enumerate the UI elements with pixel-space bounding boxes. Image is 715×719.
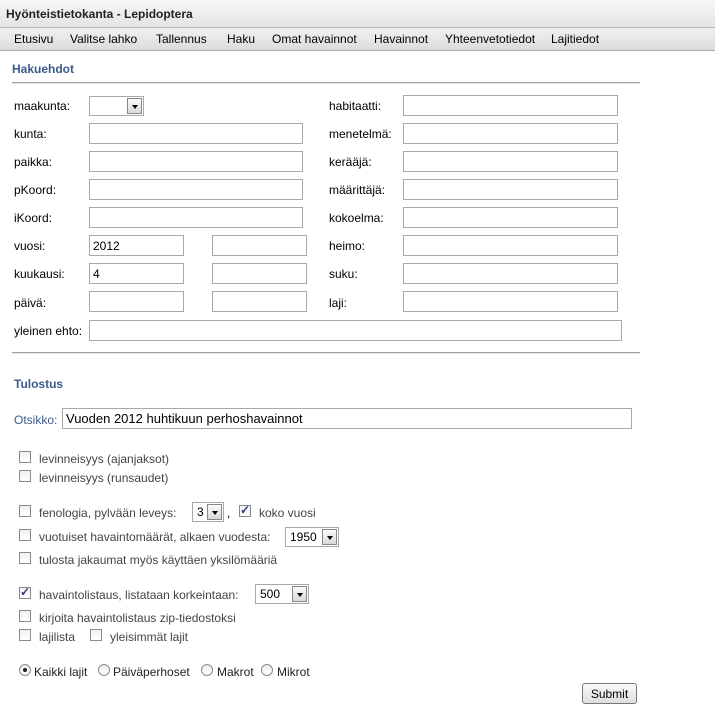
menu-item-yhteenvetotiedot[interactable]: Yhteenvetotiedot xyxy=(445,32,536,46)
keraaja-input[interactable] xyxy=(403,151,618,172)
menetelma-input[interactable] xyxy=(403,123,618,144)
menu-item-omat-havainnot[interactable]: Omat havainnot xyxy=(272,32,357,46)
radio-paivaperhoset-label: Päiväperhoset xyxy=(113,665,190,679)
menu-item-havainnot[interactable]: Havainnot xyxy=(374,32,429,46)
alkuvuosi-select[interactable] xyxy=(285,527,339,547)
habitaatti-label: habitaatti: xyxy=(329,99,382,113)
levinneisyys-runsaudet-checkbox[interactable] xyxy=(19,470,31,482)
zip-label: kirjoita havaintolistaus zip-tiedostoksi xyxy=(39,611,236,625)
lajilista-checkbox[interactable] xyxy=(19,629,31,641)
radio-mikrot-label: Mikrot xyxy=(277,665,310,679)
menu-item-valitse-lahko[interactable]: Valitse lahko xyxy=(70,32,138,46)
pylvaan-leveys-value: 3 xyxy=(197,505,204,519)
yleinen-ehto-label: yleinen ehto: xyxy=(14,324,83,338)
chevron-down-icon xyxy=(127,98,142,114)
divider xyxy=(12,352,640,354)
suku-input[interactable] xyxy=(403,263,618,284)
kuukausi-label: kuukausi: xyxy=(14,267,65,281)
kuukausi-end-input[interactable] xyxy=(212,263,307,284)
laji-label: laji: xyxy=(329,296,348,310)
chevron-down-icon xyxy=(207,504,222,520)
lajilista-label: lajilista xyxy=(39,630,76,644)
paiva-input[interactable] xyxy=(89,291,184,312)
levinneisyys-ajanjaksot-checkbox[interactable] xyxy=(19,451,31,463)
menu-item-tallennus[interactable]: Tallennus xyxy=(156,32,207,46)
heimo-label: heimo: xyxy=(329,239,366,253)
ikoord-input[interactable] xyxy=(89,207,303,228)
submit-button[interactable]: Submit xyxy=(582,683,637,704)
levinneisyys-ajanjaksot-label: levinneisyys (ajanjaksot) xyxy=(39,452,170,466)
comma-separator: , xyxy=(227,506,231,520)
maarittaja-label: määrittäjä: xyxy=(329,183,386,197)
habitaatti-input[interactable] xyxy=(403,95,618,116)
jakaumat-checkbox[interactable] xyxy=(19,552,31,564)
vuotuiset-checkbox[interactable] xyxy=(19,529,31,541)
kokoelma-input[interactable] xyxy=(403,207,618,228)
max-rivit-value: 500 xyxy=(260,587,281,601)
kunta-label: kunta: xyxy=(14,127,47,141)
maarittaja-input[interactable] xyxy=(403,179,618,200)
heimo-input[interactable] xyxy=(403,235,618,256)
vuosi-label: vuosi: xyxy=(14,239,46,253)
yleisimmat-label: yleisimmät lajit xyxy=(110,630,189,644)
jakaumat-label: tulosta jakaumat myös käyttäen yksilömääriä xyxy=(39,553,278,567)
paiva-label: päivä: xyxy=(14,296,47,310)
paiva-end-input[interactable] xyxy=(212,291,307,312)
vuosi-end-input[interactable] xyxy=(212,235,307,256)
yleisimmat-checkbox[interactable] xyxy=(90,629,102,641)
divider xyxy=(12,82,640,84)
kuukausi-input[interactable] xyxy=(89,263,184,284)
radio-makrot[interactable] xyxy=(201,664,213,676)
zip-checkbox[interactable] xyxy=(19,610,31,622)
fenologia-checkbox[interactable] xyxy=(19,505,31,517)
keraaja-label: kerääjä: xyxy=(329,155,372,169)
menu-item-etusivu[interactable]: Etusivu xyxy=(14,32,54,46)
pkoord-input[interactable] xyxy=(89,179,303,200)
radio-mikrot[interactable] xyxy=(261,664,273,676)
kokoelma-label: kokoelma: xyxy=(329,211,384,225)
maakunta-select[interactable] xyxy=(89,96,144,116)
radio-makrot-label: Makrot xyxy=(217,665,254,679)
fenologia-label: fenologia, pylvään leveys: xyxy=(39,506,177,520)
alkuvuosi-value: 1950 xyxy=(290,530,317,544)
kunta-input[interactable] xyxy=(89,123,303,144)
maakunta-label: maakunta: xyxy=(14,99,71,113)
levinneisyys-runsaudet-label: levinneisyys (runsaudet) xyxy=(39,471,169,485)
section-title-tulostus: Tulostus xyxy=(14,377,64,391)
laji-input[interactable] xyxy=(403,291,618,312)
max-rivit-select[interactable] xyxy=(255,584,309,604)
ikoord-label: iKoord: xyxy=(14,211,53,225)
yleinen-ehto-input[interactable] xyxy=(89,320,622,341)
paikka-label: paikka: xyxy=(14,155,53,169)
window-title: Hyönteistietokanta - Lepidoptera xyxy=(6,7,193,21)
pkoord-label: pKoord: xyxy=(14,183,57,197)
vuotuiset-label: vuotuiset havaintomäärät, alkaen vuodesta: xyxy=(39,530,271,544)
vuosi-input[interactable] xyxy=(89,235,184,256)
havaintolistaus-label: havaintolistaus, listataan korkeintaan: xyxy=(39,588,239,602)
otsikko-input[interactable] xyxy=(62,408,632,429)
koko-vuosi-checkbox[interactable] xyxy=(239,505,251,517)
pylvaan-leveys-select[interactable] xyxy=(192,502,224,522)
radio-paivaperhoset[interactable] xyxy=(98,664,110,676)
havaintolistaus-checkbox[interactable] xyxy=(19,587,31,599)
radio-kaikki-lajit-label: Kaikki lajit xyxy=(34,665,88,679)
suku-label: suku: xyxy=(329,267,358,281)
menu-bar xyxy=(0,28,715,51)
koko-vuosi-label: koko vuosi xyxy=(259,506,316,520)
paikka-input[interactable] xyxy=(89,151,303,172)
chevron-down-icon xyxy=(292,586,307,602)
section-title-hakuehdot: Hakuehdot xyxy=(12,62,75,76)
title-bar xyxy=(0,0,715,28)
menu-item-lajitiedot[interactable]: Lajitiedot xyxy=(551,32,600,46)
chevron-down-icon xyxy=(322,529,337,545)
otsikko-label: Otsikko: xyxy=(14,413,58,427)
menu-item-haku[interactable]: Haku xyxy=(227,32,256,46)
menetelma-label: menetelmä: xyxy=(329,127,392,141)
radio-kaikki-lajit[interactable] xyxy=(19,664,31,676)
